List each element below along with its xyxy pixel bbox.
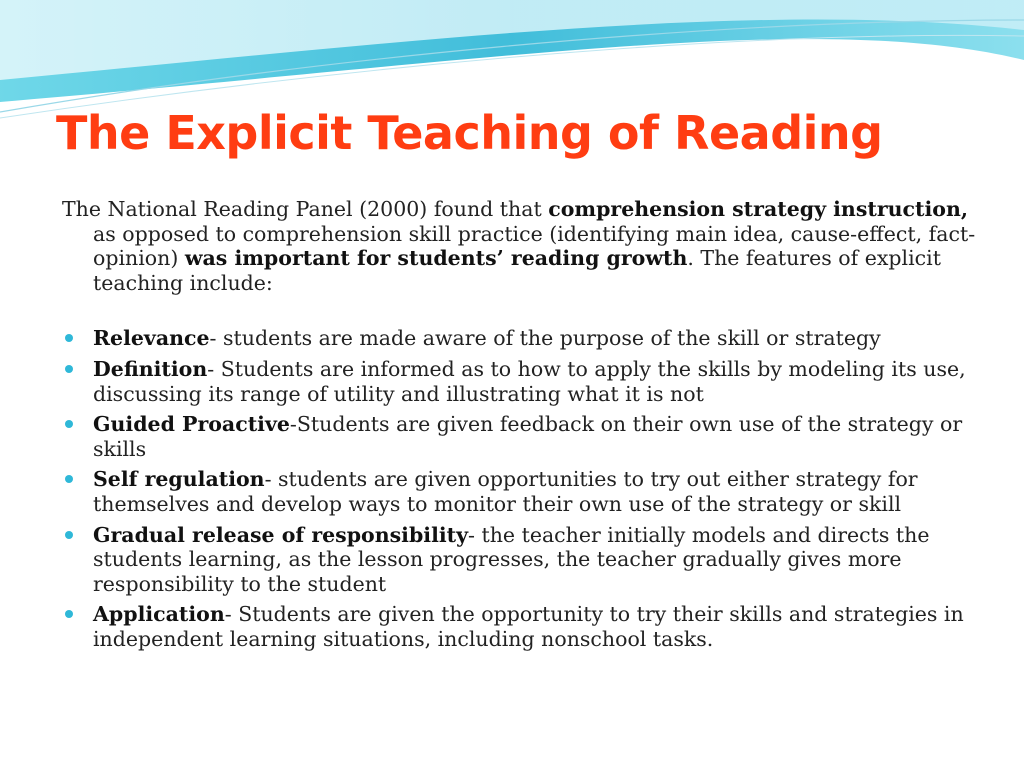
bullet-text: - Students are given the opportunity to try their skills and strategies in independent learning situations, including nonschool tasks. xyxy=(93,602,964,651)
bullet-dot-icon xyxy=(65,475,73,483)
bullet-term: Definition xyxy=(93,356,208,381)
slide-body xyxy=(62,197,982,658)
list-item xyxy=(62,602,982,651)
list-item xyxy=(62,467,982,516)
slide-title: The Explicit Teaching of Reading xyxy=(56,106,883,160)
intro-text-2: as opposed to comprehension skill practice (identifying main idea, cause-effect, fact-opinion) xyxy=(93,221,976,271)
list-item xyxy=(62,326,982,351)
bullet-term: Relevance xyxy=(93,326,210,351)
bullet-dot-icon xyxy=(65,334,73,342)
bullet-term: Gradual release of responsibility xyxy=(93,522,469,547)
bullet-dot-icon xyxy=(65,531,73,539)
bullet-dot-icon xyxy=(65,420,73,428)
bullet-text: - students are made aware of the purpose of the skill or strategy xyxy=(209,326,881,351)
list-item xyxy=(62,412,982,461)
bullet-text: - students are given opportunities to try out either strategy for themselves and develop ways to monitor their own use of the strategy or skill xyxy=(93,467,918,516)
intro-bold-2: was important for students’ reading growth xyxy=(184,246,688,271)
bullet-dot-icon xyxy=(65,365,73,373)
bullet-dot-icon xyxy=(65,610,73,618)
intro-text-3: . The features of explicit teaching include: xyxy=(93,246,941,295)
feature-list xyxy=(62,326,982,651)
list-item xyxy=(62,523,982,597)
bullet-term: Application xyxy=(93,602,225,627)
bullet-text: - the teacher initially models and directs the students learning, as the lesson progresses, the teacher gradually gives more responsibility to the student xyxy=(93,522,930,596)
intro-bold-1: comprehension strategy instruction, xyxy=(548,197,968,221)
intro-text-1: The National Reading Panel (2000) found that xyxy=(62,197,549,221)
list-item xyxy=(62,357,982,406)
bullet-term: Self regulation xyxy=(93,467,265,492)
bullet-text: - Students are informed as to how to apply the skills by modeling its use, discussing its range of utility and illustrating what it is not xyxy=(93,356,966,406)
intro-paragraph xyxy=(62,197,982,295)
bullet-term: Guided Proactive xyxy=(93,412,290,437)
bullet-text: -Students are given feedback on their own use of the strategy or skills xyxy=(93,412,963,461)
